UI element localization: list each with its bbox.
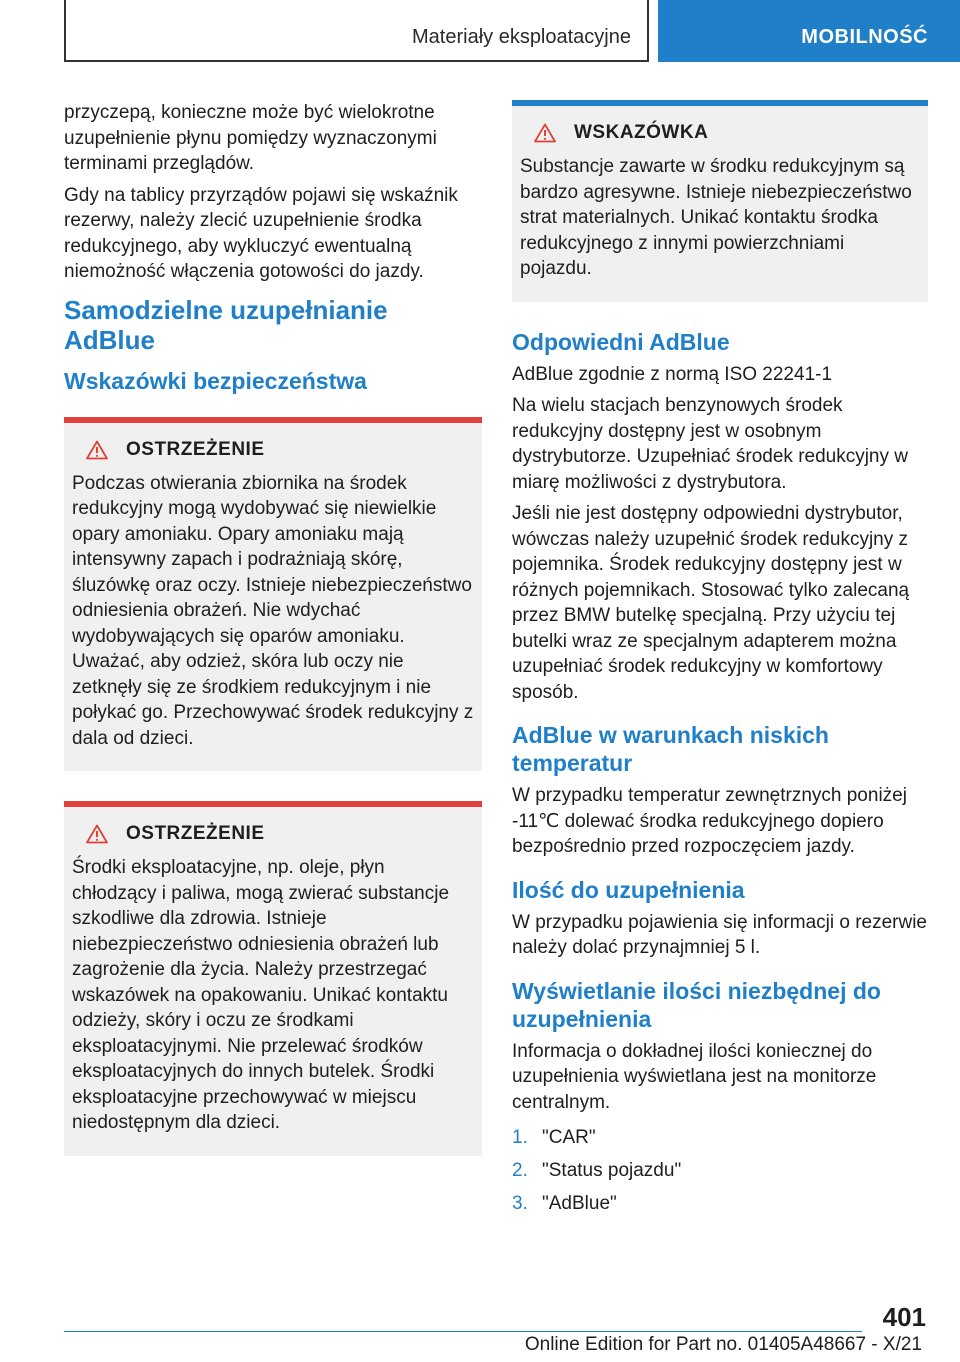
header-chapter-title: MOBILNOŚĆ bbox=[801, 26, 928, 48]
step-text: "Status pojazdu" bbox=[542, 1160, 682, 1181]
paragraph-low-temperatures: W przypadku temperatur zewnętrznych poniżej -11℃ dolewać środka redukcyjnego dopiero bezpośrednio przed rozpoczęciem jazdy. bbox=[512, 785, 907, 857]
heading-low-temperatures: AdBlue w warunkach niskich temperatur bbox=[512, 722, 829, 776]
warning-box-ammonia bbox=[64, 417, 482, 772]
page-number: 401 bbox=[882, 1302, 926, 1332]
paragraph-iso-norm: AdBlue zgodnie z normą ISO 22241-1 bbox=[512, 363, 833, 385]
step-text: "AdBlue" bbox=[542, 1193, 617, 1214]
heading-refill-amount: Ilość do uzupełnienia bbox=[512, 876, 745, 903]
paragraph-display-amount: Informacja o dokładnej ilości koniecznej do uzupełnienia wyświetlana jest na monitorze centralnym. bbox=[512, 1040, 877, 1113]
list-item bbox=[512, 1125, 928, 1150]
step-number: 3. bbox=[512, 1193, 528, 1214]
safety-notes-heading: Wskazówki bezpieczeństwa bbox=[64, 367, 367, 394]
paragraph-container: Jeśli nie jest dostępny odpowiedni dystrybutor, wówczas należy uzupełnić środek redukcyjny z pojemnika. Środek redukcyjny dostępny jest w różnych pojemnikach. Stosować tylko zalecaną przez BMW butelkę specjalną. Przy użyciu tej butelki wraz ze specjalnym adapterem można uzupełniać środek redukcyjny w komfortowy sposób. bbox=[512, 503, 910, 703]
warning-title: OSTRZEŻENIE bbox=[126, 823, 265, 844]
warning-triangle-icon bbox=[534, 123, 556, 143]
step-number: 1. bbox=[512, 1127, 528, 1148]
header-section-title: Materiały eksploatacyjne bbox=[412, 26, 631, 48]
left-column bbox=[64, 100, 482, 1172]
warning-box-operating-fluids bbox=[64, 801, 482, 1156]
section-heading-self-refill: Samodzielne uzupełnianie AdBlue bbox=[64, 294, 388, 355]
right-column bbox=[512, 100, 928, 1224]
warning-text: Podczas otwierania zbiornika na środek redukcyjny mogą wydobywać się niewielkie opary amoniaku. Opary amoniaku mają intensywny zapach i podrażniają skórę, śluzówkę oraz oczy. Istnieje niebezpieczeństwo odniesienia obrażeń. Nie wdychać wydobywających się oparów amoniaku. Uważać, aby odzież, skóra lub oczy nie zetknęły się ze środkiem redukcyjnym i nie połykać go. Przechowywać środek redukcyjny z dala od dzieci. bbox=[72, 472, 474, 749]
warning-text: Środki eksploatacyjne, np. oleje, płyn chłodzący i paliwa, mogą zwierać substancje szkodliwe dla zdrowia. Istnieje niebezpieczeństwo odniesienia obrażeń lub zagrożenie dla życia. Należy przestrzegać wskazówek na opakowaniu. Unikać kontaktu odzieży, skóry i oczu ze środkami eksploatacyjnymi. Nie przelewać środków eksploatacyjnych do innych butelek. Środki eksploatacyjne przechowywać w miejscu niedostępnym dla dzieci. bbox=[72, 857, 450, 1133]
intro-paragraph-1: przyczepą, konieczne może być wielokrotne uzupełnienie płynu pomiędzy wyznaczonymi terminami przeglądów. bbox=[64, 102, 437, 174]
step-number: 2. bbox=[512, 1160, 528, 1181]
paragraph-dispenser: Na wielu stacjach benzynowych środek redukcyjny dostępny jest w osobnym dystrybutorze. Uzupełniać środek redukcyjny w miarę możliwości z dystrybutora. bbox=[512, 395, 909, 493]
note-text: Substancje zawarte w środku redukcyjnym są bardzo agresywne. Istnieje niebezpieczeństwo strat materialnych. Unikać kontaktu środka redukcyjnego z innymi powierzchniami pojazdu. bbox=[520, 156, 912, 279]
menu-steps-list bbox=[512, 1125, 928, 1216]
intro-paragraph-2: Gdy na tablicy przyrządów pojawi się wskaźnik rezerwy, należy zlecić uzupełnienie środka redukcyjnego, aby wykluczyć ewentualną niemożność włączenia gotowości do jazdy. bbox=[64, 184, 458, 282]
header-section-tab bbox=[64, 0, 649, 62]
step-text: "CAR" bbox=[542, 1127, 596, 1148]
footer-divider bbox=[64, 1331, 862, 1332]
note-title: WSKAZÓWKA bbox=[574, 122, 709, 143]
list-item bbox=[512, 1191, 928, 1216]
warning-triangle-icon bbox=[86, 440, 108, 460]
list-item bbox=[512, 1158, 928, 1183]
paragraph-refill-amount: W przypadku pojawienia się informacji o rezerwie należy dolać przynajmniej 5 l. bbox=[512, 911, 928, 958]
note-box-aggressive-substances bbox=[512, 100, 928, 302]
warning-title: OSTRZEŻENIE bbox=[126, 438, 265, 460]
header-chapter-tab bbox=[658, 0, 960, 62]
heading-display-amount: Wyświetlanie ilości niezbędnej do uzupełnienia bbox=[512, 977, 881, 1032]
warning-triangle-icon bbox=[86, 824, 108, 844]
heading-suitable-adblue: Odpowiedni AdBlue bbox=[512, 328, 730, 355]
footer-edition: Online Edition for Part no. 01405A48667 - X/21 bbox=[524, 1334, 922, 1355]
